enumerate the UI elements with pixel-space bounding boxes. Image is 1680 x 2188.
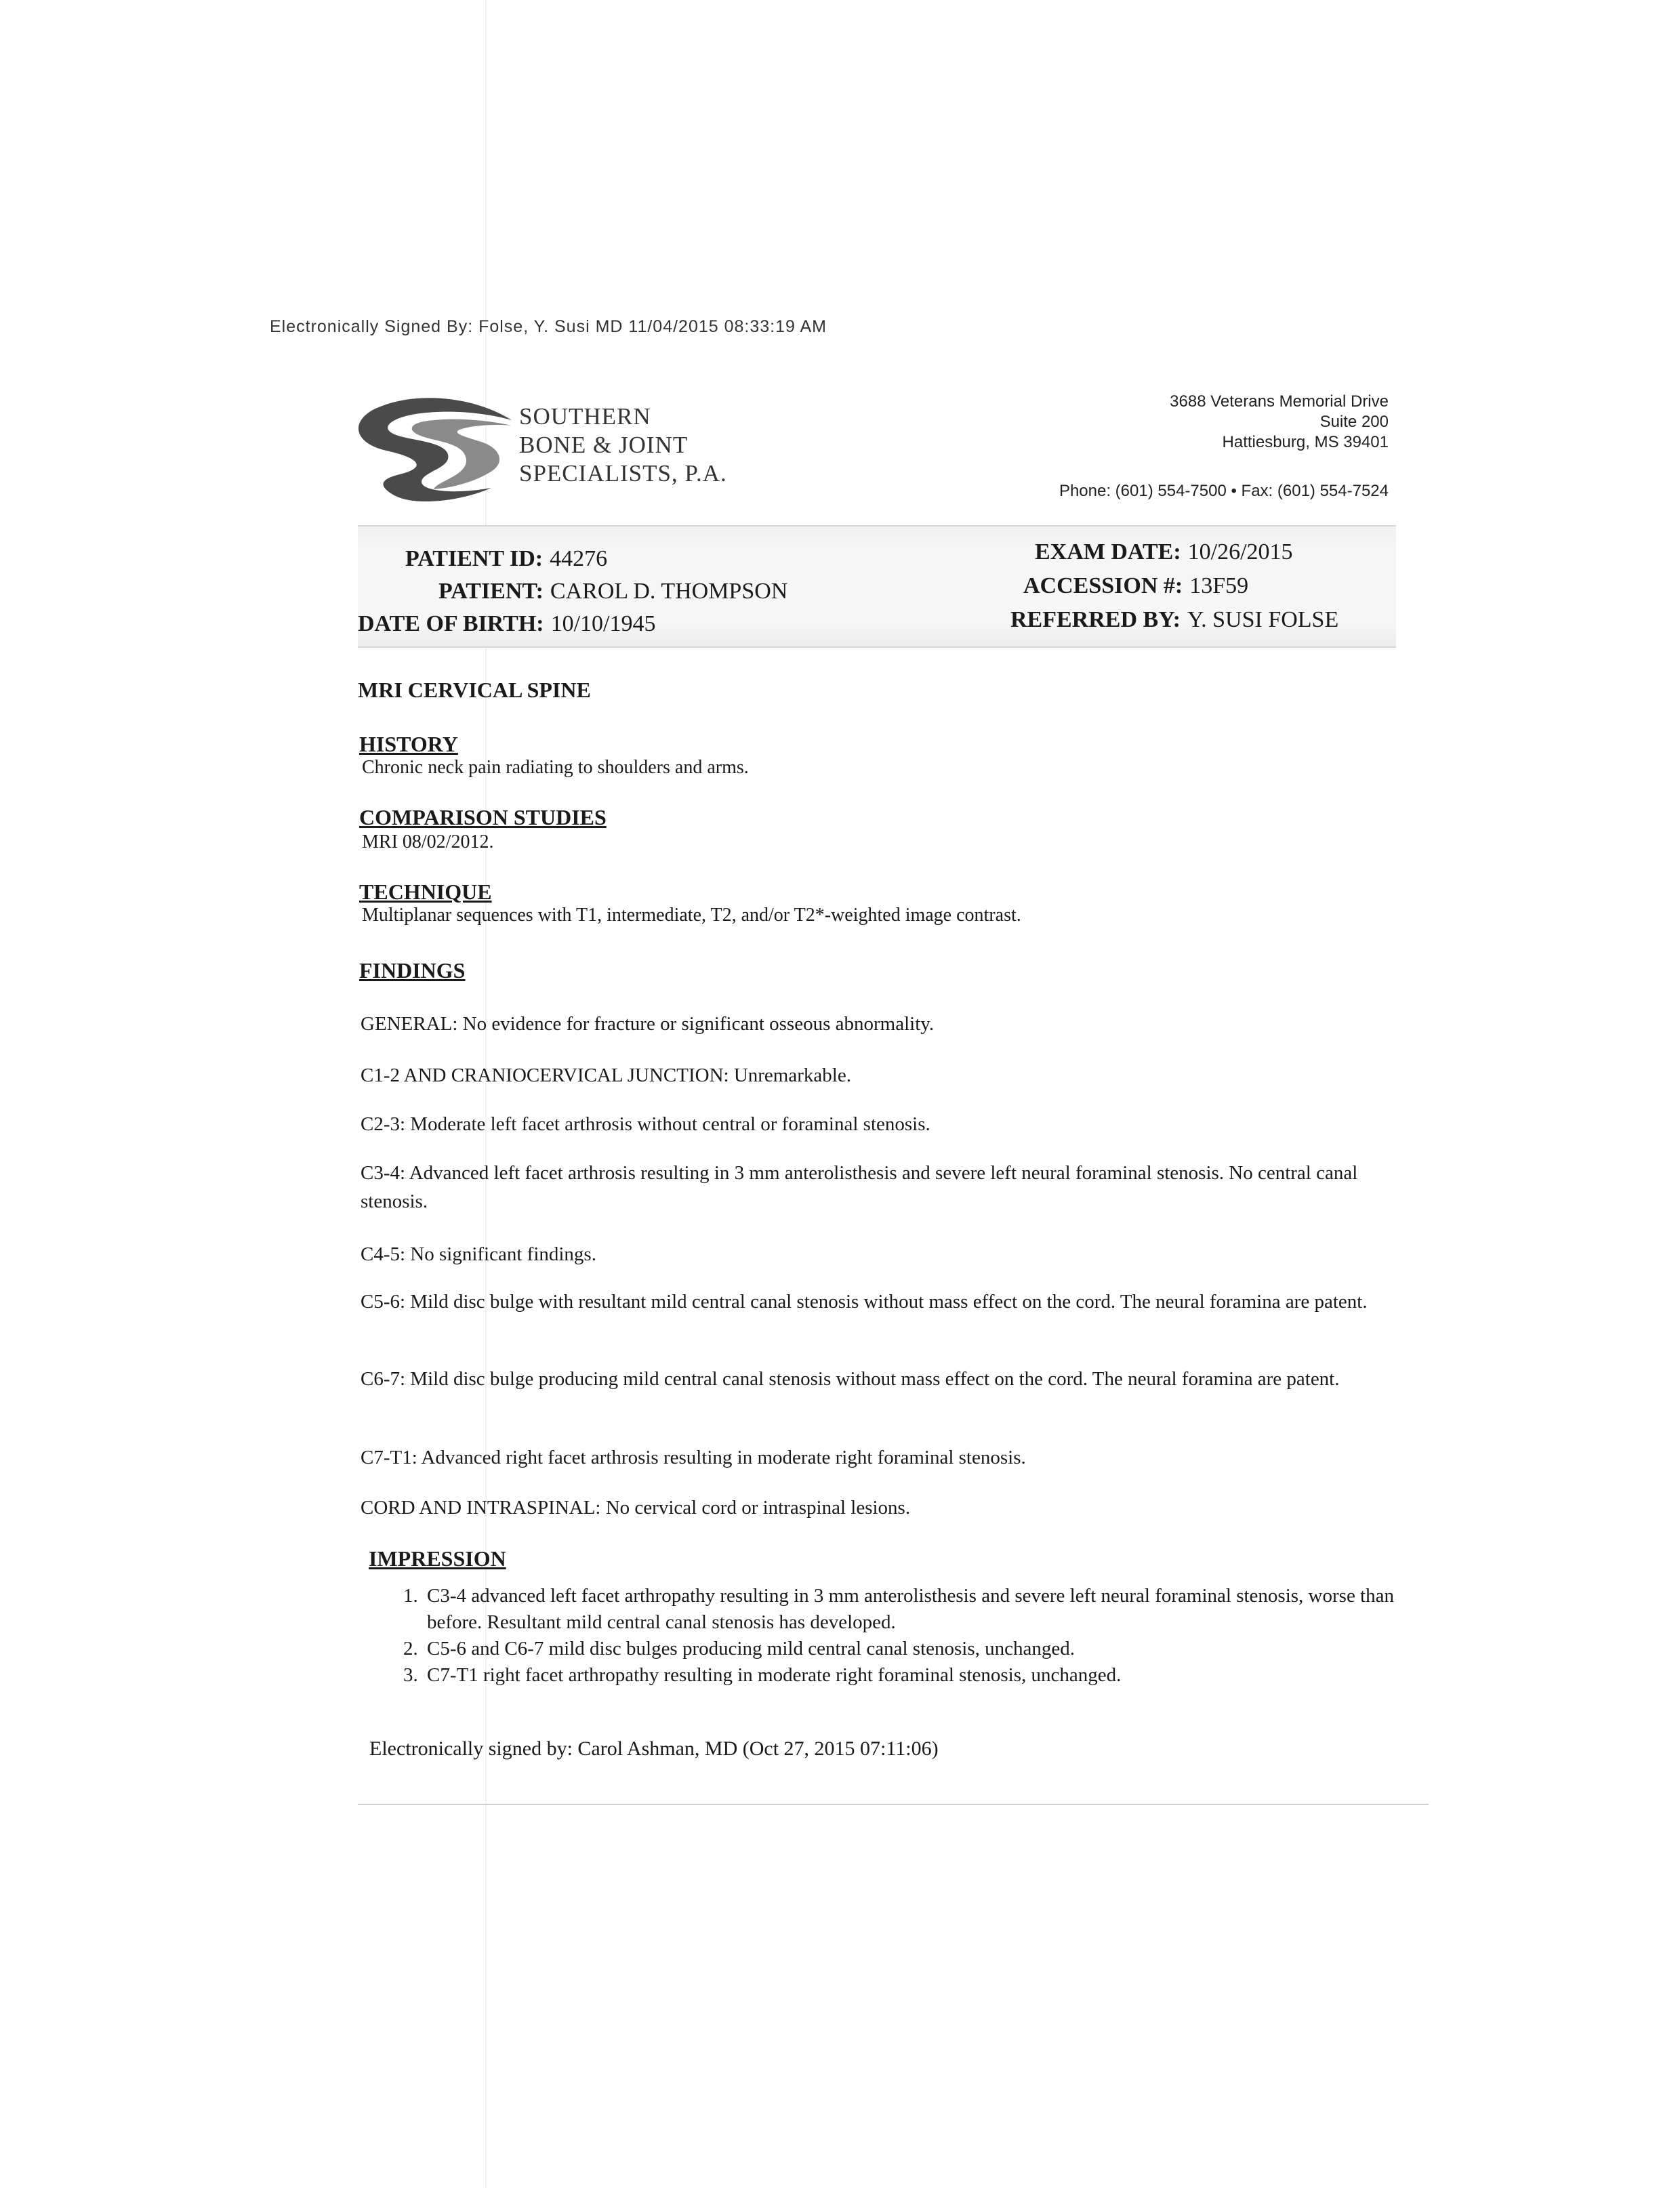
referred-by-label: REFERRED BY: bbox=[1010, 607, 1181, 632]
patient-name-value: CAROL D. THOMPSON bbox=[550, 579, 788, 604]
accession-value: 13F59 bbox=[1189, 573, 1249, 598]
radiologist-signature: Electronically signed by: Carol Ashman, MD (Oct 27, 2015 07:11:06) bbox=[369, 1737, 939, 1760]
accession-label: ACCESSION #: bbox=[1023, 573, 1183, 598]
company-name-line-1: SOUTHERN bbox=[519, 403, 651, 430]
divider bbox=[358, 525, 1396, 527]
divider bbox=[358, 646, 1396, 648]
exam-date-label: EXAM DATE: bbox=[1035, 539, 1181, 564]
findings-heading: FINDINGS bbox=[359, 958, 466, 983]
company-name-line-2: BONE & JOINT bbox=[519, 432, 689, 458]
impression-heading: IMPRESSION bbox=[369, 1546, 506, 1571]
contact-phone-fax: Phone: (601) 554-7500 • Fax: (601) 554-7524 bbox=[1059, 482, 1389, 500]
impression-item: 3. C7-T1 right facet arthropathy resulting in moderate right foraminal stenosis, unchanged. bbox=[423, 1662, 1412, 1689]
patient-id-value: 44276 bbox=[550, 546, 608, 571]
exam-date-row bbox=[1035, 539, 1293, 565]
finding-c4-5: C4-5: No significant findings. bbox=[361, 1243, 596, 1265]
impression-list bbox=[385, 1583, 1412, 1689]
impression-item: 2. C5-6 and C6-7 mild disc bulges producing mild central canal stenosis, unchanged. bbox=[423, 1636, 1412, 1662]
company-address bbox=[1170, 392, 1389, 453]
comparison-heading: COMPARISON STUDIES bbox=[359, 805, 607, 829]
dob-row bbox=[358, 611, 656, 637]
accession-row bbox=[1023, 573, 1248, 599]
finding-general: GENERAL: No evidence for fracture or significant osseous abnormality. bbox=[361, 1013, 935, 1035]
exam-date-value: 10/26/2015 bbox=[1187, 539, 1293, 564]
comparison-text: MRI 08/02/2012. bbox=[362, 831, 494, 852]
referred-by-row bbox=[1010, 607, 1338, 633]
address-city: Hattiesburg, MS 39401 bbox=[1222, 433, 1389, 451]
history-heading: HISTORY bbox=[359, 732, 458, 756]
finding-c6-7: C6-7: Mild disc bulge producing mild central canal stenosis without mass effect on the cord. The neural foramina are patent. bbox=[361, 1368, 1340, 1390]
report-title: MRI CERVICAL SPINE bbox=[358, 678, 591, 702]
company-name-line-3: SPECIALISTS, P.A. bbox=[519, 460, 727, 487]
technique-text: Multiplanar sequences with T1, intermediate, T2, and/or T2*-weighted image contrast. bbox=[362, 905, 1021, 926]
technique-heading: TECHNIQUE bbox=[359, 880, 492, 904]
patient-id-label: PATIENT ID: bbox=[405, 546, 544, 571]
address-street: 3688 Veterans Memorial Drive bbox=[1170, 392, 1389, 411]
finding-c5-6: C5-6: Mild disc bulge with resultant mild central canal stenosis without mass effect on the cord. The neural foramina are patent. bbox=[361, 1291, 1368, 1313]
finding-c2-3: C2-3: Moderate left facet arthrosis without central or foraminal stenosis. bbox=[361, 1113, 930, 1135]
finding-c7-t1: C7-T1: Advanced right facet arthrosis resulting in moderate right foraminal stenosis. bbox=[361, 1447, 1026, 1468]
finding-c1-2: C1-2 AND CRANIOCERVICAL JUNCTION: Unremarkable. bbox=[361, 1065, 851, 1086]
swoosh-logo-icon bbox=[346, 393, 515, 508]
impression-item: 1. C3-4 advanced left facet arthropathy resulting in 3 mm anterolisthesis and severe left neural foraminal stenosis, worse than before. Resultant mild central canal stenosis has developed. bbox=[423, 1583, 1412, 1636]
dob-label: DATE OF BIRTH: bbox=[358, 611, 544, 636]
patient-name-label: PATIENT: bbox=[438, 579, 544, 604]
company-name bbox=[519, 402, 727, 488]
referred-by-value: Y. SUSI FOLSE bbox=[1187, 607, 1339, 632]
footer-divider bbox=[358, 1804, 1429, 1805]
finding-cord: CORD AND INTRASPINAL: No cervical cord or intraspinal lesions. bbox=[361, 1497, 911, 1519]
patient-name-row bbox=[438, 579, 787, 604]
finding-c3-4: C3-4: Advanced left facet arthrosis resulting in 3 mm anterolisthesis and severe left neural foraminal stenosis. No central canal stenosis. bbox=[361, 1162, 1358, 1212]
history-text: Chronic neck pain radiating to shoulders and arms. bbox=[362, 757, 749, 778]
address-suite: Suite 200 bbox=[1319, 413, 1389, 431]
electronic-signature-header: Electronically Signed By: Folse, Y. Susi MD 11/04/2015 08:33:19 AM bbox=[270, 317, 827, 336]
patient-id-row bbox=[405, 546, 607, 572]
dob-value: 10/10/1945 bbox=[550, 611, 656, 636]
